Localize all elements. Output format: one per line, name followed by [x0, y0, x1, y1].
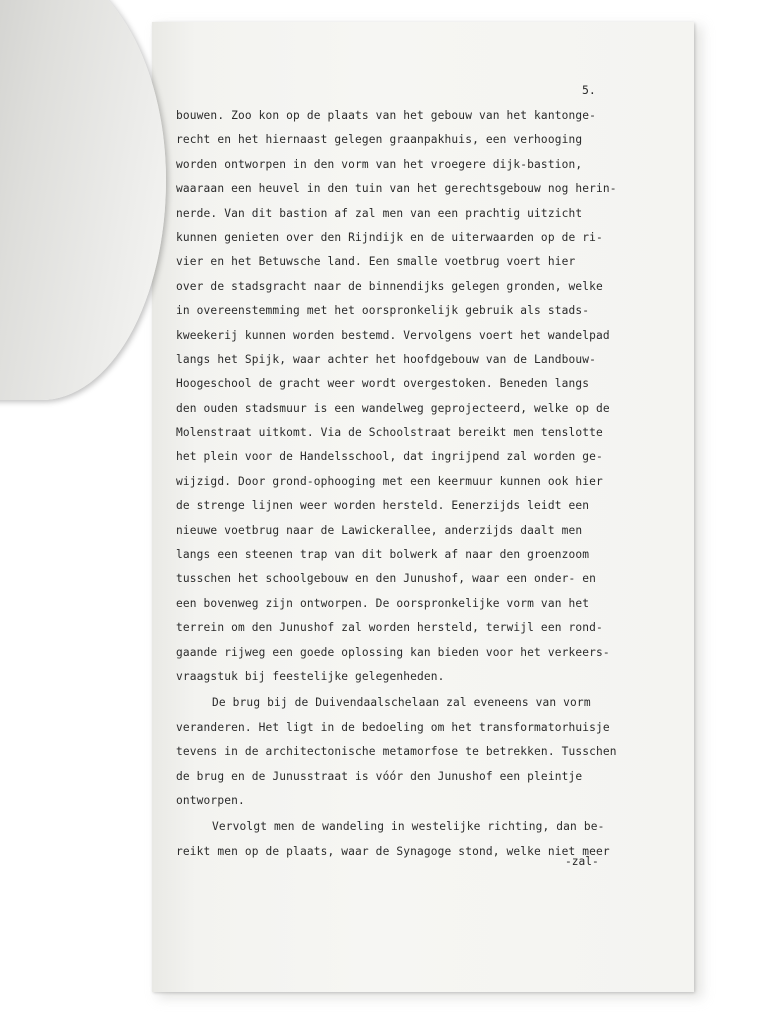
text-line: veranderen. Het ligt in de bedoeling om het transformatorhuisje: [176, 720, 610, 734]
curled-previous-page: [0, 0, 166, 400]
page-number: 5.: [582, 83, 596, 97]
text-line: bouwen. Zoo kon op de plaats van het gebouw van het kantonge-: [176, 109, 597, 122]
text-line: recht en het hiernaast gelegen graanpakhuis, een verhooging: [176, 133, 583, 147]
text-line: de strenge lijnen weer worden hersteld. Eenerzijds leidt een: [176, 499, 590, 513]
text-line: waaraan een heuvel in den tuin van het gerechtsgebouw nog herin-: [176, 182, 617, 196]
text-line: de brug en de Junusstraat is vóór den Junushof een pleintje: [176, 769, 583, 783]
text-line: Molenstraat uitkomt. Via de Schoolstraat bereikt men tenslotte: [176, 426, 603, 440]
text-line: reikt men op de plaats, waar de Synagoge stond, welke niet meer: [176, 844, 610, 858]
text-line: nieuwe voetbrug naar de Lawickerallee, anderzijds daalt men: [176, 523, 583, 537]
text-line: een bovenweg zijn ontworpen. De oorspronkelijke vorm van het: [176, 596, 590, 610]
text-line: over de stadsgracht naar de binnendijks gelegen gronden, welke: [176, 279, 603, 293]
text-line: den ouden stadsmuur is een wandelweg geprojecteerd, welke op de: [176, 401, 610, 415]
paragraph-1: [176, 104, 646, 689]
text-line: worden ontworpen in den vorm van het vroegere dijk-bastion,: [176, 157, 583, 171]
text-line: Vervolgt men de wandeling in westelijke richting, dan be-: [212, 820, 605, 834]
text-line: Hoogeschool de gracht weer wordt overgestoken. Beneden langs: [176, 377, 590, 391]
text-line: tevens in de architectonische metamorfose te betrekken. Tusschen: [176, 745, 617, 759]
text-line: terrein om den Junushof zal worden hersteld, terwijl een rond-: [176, 621, 603, 635]
paragraph-2: [176, 691, 646, 813]
text-line: ontworpen.: [176, 793, 245, 807]
text-line: kunnen genieten over den Rijndijk en de uiterwaarden op de ri-: [176, 230, 603, 244]
document-body: [176, 104, 646, 864]
text-line: De brug bij de Duivendaalschelaan zal eveneens van vorm: [212, 696, 591, 710]
text-line: wijzigd. Door grond-ophooging met een keermuur kunnen ook hier: [176, 474, 603, 488]
text-line: langs een steenen trap van dit bolwerk af naar den groenzoom: [176, 548, 590, 562]
text-line: nerde. Van dit bastion af zal men van een prachtig uitzicht: [176, 206, 583, 220]
continuation-word: -zal-: [565, 855, 599, 868]
text-line: tusschen het schoolgebouw en den Junushof, waar een onder- en: [176, 572, 597, 586]
text-line: kweekerij kunnen worden bestemd. Vervolgens voert het wandelpad: [176, 328, 610, 342]
text-line: vier en het Betuwsche land. Een smalle voetbrug voert hier: [176, 255, 576, 269]
text-line: vraagstuk bij feestelijke gelegenheden.: [176, 669, 445, 683]
text-line: in overeenstemming met het oorspronkelijk gebruik als stads-: [176, 304, 590, 318]
text-line: langs het Spijk, waar achter het hoofdgebouw van de Landbouw-: [176, 352, 597, 366]
text-line: het plein voor de Handelsschool, dat ingrijpend zal worden ge-: [176, 450, 603, 464]
text-line: gaande rijweg een goede oplossing kan bieden voor het verkeers-: [176, 645, 610, 659]
